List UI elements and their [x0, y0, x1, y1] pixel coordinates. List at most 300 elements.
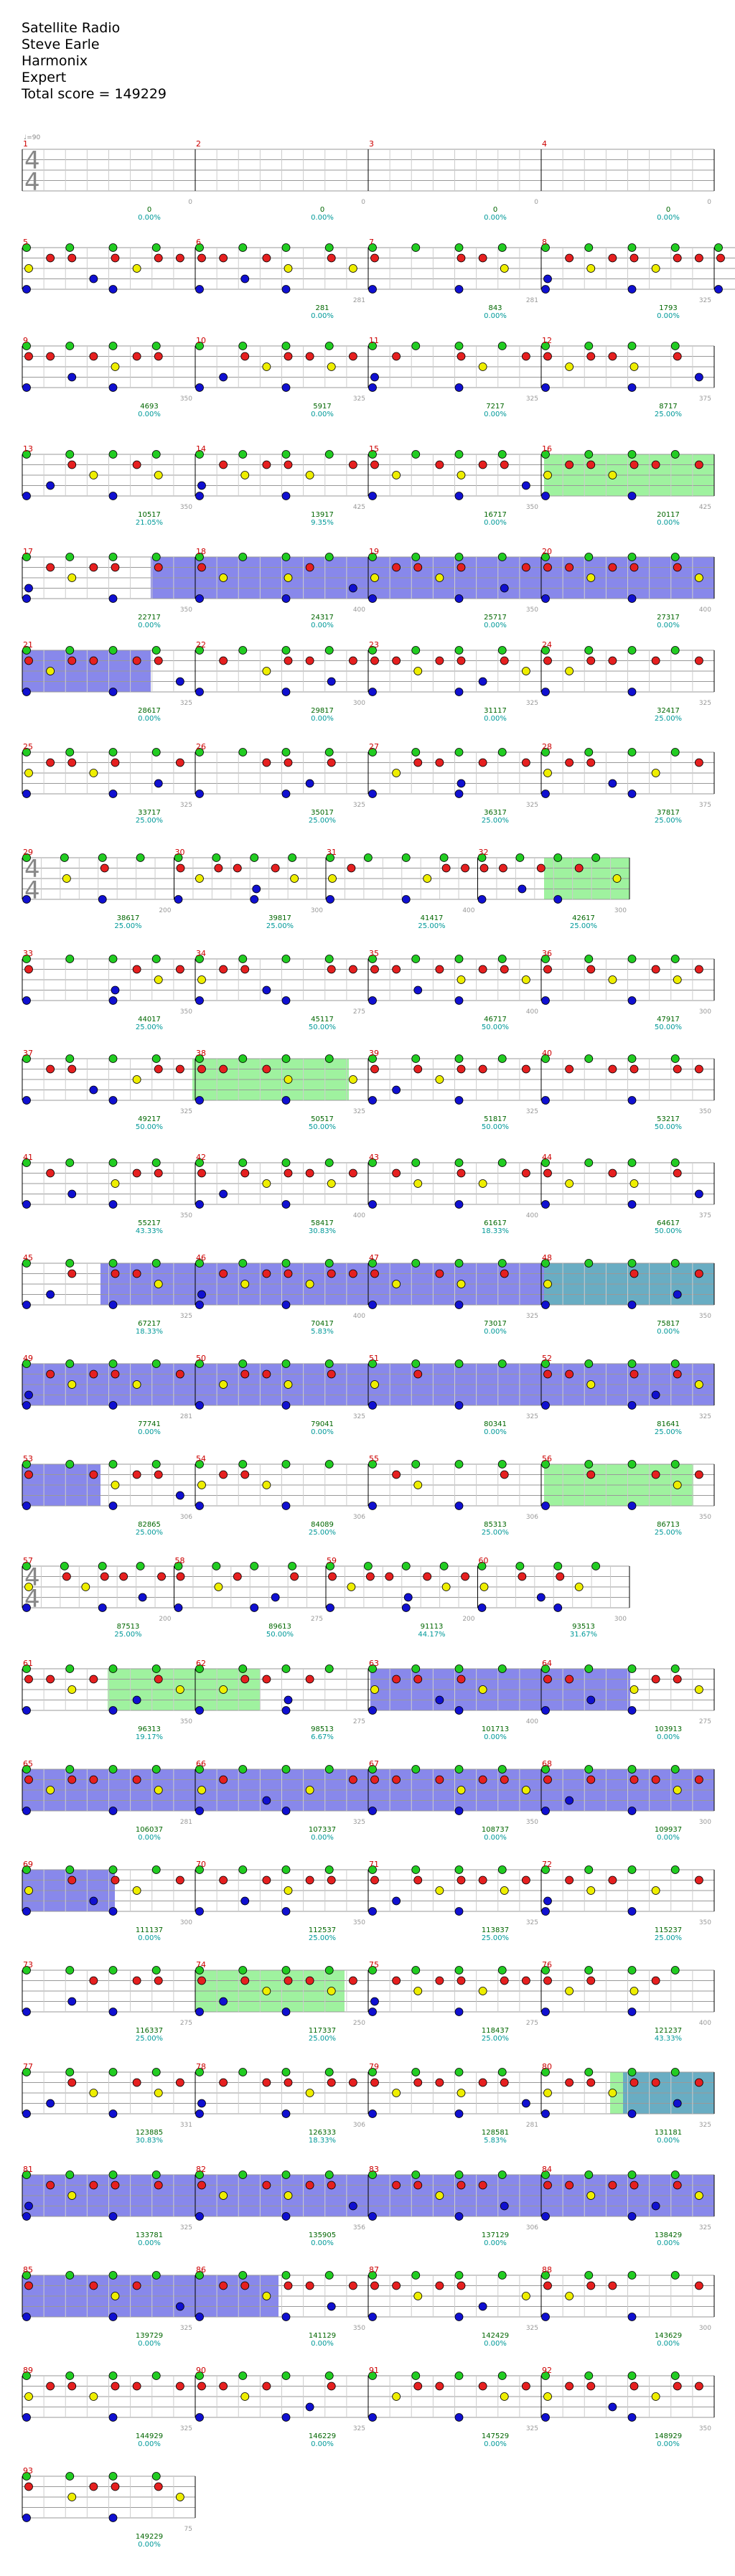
- cumulative-score: 101713: [481, 1725, 510, 1733]
- drum-note: [457, 254, 465, 262]
- kick-note: [282, 492, 290, 500]
- drum-note: [630, 1686, 638, 1694]
- drum-note: [176, 1491, 184, 1499]
- green-cymbal-note: [585, 1461, 593, 1469]
- drum-note: [457, 2282, 465, 2290]
- cumulative-score: 58417: [311, 1219, 334, 1227]
- green-cymbal-note: [152, 1260, 160, 1268]
- drum-note: [371, 1065, 379, 1073]
- drum-note: [479, 363, 487, 371]
- measure-beat-count: 350: [179, 606, 192, 614]
- overdrive-percent: 43.33%: [654, 2035, 683, 2043]
- measure-beat-count: 350: [179, 1008, 192, 1016]
- drum-note: [25, 584, 33, 592]
- overdrive-percent: 43.33%: [135, 1227, 164, 1235]
- drum-note: [717, 254, 725, 262]
- green-cymbal-note: [282, 1866, 290, 1874]
- staff-row: [22, 2473, 195, 2522]
- green-cymbal-note: [239, 1866, 247, 1874]
- measure-number: 61: [23, 1659, 33, 1668]
- green-cymbal-note: [585, 749, 593, 757]
- drum-note: [673, 1291, 681, 1298]
- green-cymbal-note: [455, 1665, 463, 1673]
- green-cymbal-note: [585, 1360, 593, 1368]
- green-cymbal-note: [671, 553, 679, 561]
- drum-note: [25, 1471, 33, 1479]
- drum-note: [479, 1180, 487, 1188]
- overdrive-percent: 0.00%: [484, 622, 507, 629]
- drum-note: [566, 363, 574, 371]
- overdrive-percent: 25.00%: [654, 715, 683, 723]
- green-cymbal-note: [109, 244, 117, 252]
- kick-note: [369, 1402, 377, 1410]
- drum-note: [154, 657, 162, 665]
- drum-note: [47, 1169, 55, 1177]
- measure-number: 28: [542, 742, 552, 751]
- drum-note: [371, 461, 379, 469]
- drum-note: [587, 461, 595, 469]
- green-cymbal-note: [412, 451, 420, 459]
- green-cymbal-note: [66, 244, 74, 252]
- overdrive-percent: 0.00%: [484, 411, 507, 418]
- green-cymbal-note: [109, 2473, 117, 2481]
- cumulative-score: 1793: [659, 304, 678, 312]
- green-cymbal-note: [671, 2272, 679, 2280]
- drum-note: [241, 275, 249, 283]
- measure-beat-count: 350: [698, 2425, 711, 2432]
- green-cymbal-note: [152, 2473, 160, 2481]
- kick-note: [109, 790, 117, 798]
- green-cymbal-note: [282, 1159, 290, 1167]
- drum-note: [630, 563, 638, 571]
- green-cymbal-note: [585, 1665, 593, 1673]
- drum-note: [630, 2382, 638, 2390]
- green-cymbal-note: [239, 2372, 247, 2380]
- overdrive-percent: 25.00%: [266, 922, 294, 930]
- drum-note: [457, 1169, 465, 1177]
- overdrive-percent: 25.00%: [308, 1934, 337, 1942]
- overdrive-percent: 25.00%: [654, 1428, 683, 1436]
- drum-note: [673, 976, 681, 984]
- drum-note: [544, 2089, 552, 2097]
- green-cymbal-note: [412, 1866, 420, 1874]
- drum-note: [176, 254, 184, 262]
- measure-number: 56: [542, 1454, 552, 1463]
- drum-note: [544, 1897, 552, 1905]
- drum-note: [133, 1696, 141, 1704]
- green-cymbal-note: [109, 1461, 117, 1469]
- drum-note: [47, 759, 55, 767]
- measure-number: 47: [369, 1253, 379, 1263]
- kick-note: [455, 2414, 463, 2422]
- green-cymbal-note: [239, 451, 247, 459]
- green-cymbal-note: [325, 2272, 333, 2280]
- drum-note: [479, 2181, 487, 2189]
- drum-note: [695, 574, 703, 582]
- drum-note: [393, 472, 401, 479]
- overdrive-percent: 0.00%: [138, 715, 161, 723]
- green-cymbal-note: [592, 854, 600, 862]
- drum-note: [393, 1776, 401, 1784]
- drum-note: [522, 1786, 530, 1794]
- drum-note: [111, 2292, 119, 2300]
- green-cymbal-note: [498, 553, 506, 561]
- measure-number: 57: [23, 1556, 33, 1565]
- kick-note: [628, 1807, 636, 1815]
- measure-number: 26: [196, 742, 206, 751]
- measure-number: 45: [23, 1253, 33, 1263]
- drum-note: [68, 657, 76, 665]
- measure-number: 25: [23, 742, 33, 751]
- drum-note: [263, 254, 271, 262]
- kick-note: [109, 595, 117, 603]
- cumulative-score: 42617: [572, 914, 595, 922]
- cumulative-score: 47917: [657, 1016, 680, 1024]
- measure-number: 48: [542, 1253, 552, 1263]
- green-cymbal-note: [412, 342, 420, 350]
- drum-note: [479, 1686, 487, 1694]
- kick-note: [109, 1707, 117, 1715]
- drum-note: [544, 769, 552, 777]
- green-cymbal-note: [455, 553, 463, 561]
- green-cymbal-note: [239, 1766, 247, 1774]
- drum-note: [220, 373, 228, 381]
- cumulative-score: 79041: [311, 1420, 334, 1428]
- overdrive-percent: 0.00%: [311, 214, 334, 222]
- drum-note: [47, 1291, 55, 1298]
- measure-beat-count: 325: [525, 802, 538, 809]
- green-cymbal-note: [109, 749, 117, 757]
- drum-note: [306, 352, 314, 360]
- measure-beat-count: 325: [698, 297, 711, 304]
- drum-note: [366, 1573, 374, 1580]
- drum-note: [371, 254, 379, 262]
- kick-note: [715, 286, 723, 294]
- drum-note: [544, 472, 552, 479]
- kick-note: [542, 1807, 550, 1815]
- cumulative-score: 45117: [311, 1016, 334, 1024]
- overdrive-percent: 25.00%: [114, 1631, 142, 1639]
- green-cymbal-note: [412, 1055, 420, 1063]
- kick-note: [369, 384, 377, 392]
- drum-note: [284, 1696, 292, 1704]
- green-cymbal-note: [289, 1563, 296, 1570]
- green-cymbal-note: [440, 1563, 448, 1570]
- kick-note: [251, 1604, 258, 1612]
- green-cymbal-note: [498, 451, 506, 459]
- measure-beat-count: 281: [525, 2122, 538, 2129]
- kick-note: [196, 1908, 204, 1916]
- kick-note: [109, 1807, 117, 1815]
- drum-note: [695, 1065, 703, 1073]
- overdrive-percent: 25.00%: [114, 922, 142, 930]
- measure-number: 78: [196, 2062, 206, 2071]
- drum-note: [522, 563, 530, 571]
- drum-note: [271, 1593, 279, 1601]
- drum-note: [609, 976, 617, 984]
- measure-beat-count: 275: [179, 2020, 192, 2027]
- drum-note: [220, 965, 228, 973]
- staff-row: [22, 2272, 714, 2321]
- green-cymbal-note: [412, 1461, 420, 1469]
- measure-number: 71: [369, 1860, 379, 1869]
- staff-row: [22, 1866, 714, 1916]
- green-cymbal-note: [325, 1159, 333, 1167]
- kick-note: [455, 286, 463, 294]
- green-cymbal-note: [282, 647, 290, 655]
- green-cymbal-note: [498, 2069, 506, 2076]
- green-cymbal-note: [671, 647, 679, 655]
- green-cymbal-note: [671, 2171, 679, 2179]
- difficulty-label: Expert: [22, 70, 67, 85]
- drum-note: [198, 1065, 206, 1073]
- measure-number: 34: [196, 949, 206, 958]
- kick-note: [23, 492, 31, 500]
- kick-note: [109, 2213, 117, 2221]
- drum-note: [195, 875, 203, 883]
- drum-note: [284, 265, 292, 273]
- measure-number: 43: [369, 1153, 379, 1162]
- drum-note: [327, 254, 335, 262]
- kick-note: [196, 997, 204, 1005]
- drum-note: [544, 1370, 552, 1378]
- kick-note: [628, 1908, 636, 1916]
- drum-note: [587, 1776, 595, 1784]
- measure-beat-count: 325: [179, 2325, 192, 2332]
- measure-number: 70: [196, 1860, 206, 1869]
- drum-note: [198, 2181, 206, 2189]
- drum-note: [327, 2303, 335, 2310]
- drum-note: [479, 965, 487, 973]
- green-cymbal-note: [239, 1260, 247, 1268]
- measure-beat-count: 200: [462, 1616, 475, 1623]
- cumulative-score: 39817: [268, 914, 291, 922]
- kick-note: [402, 1604, 410, 1612]
- drum-note: [306, 1675, 314, 1683]
- drum-note: [90, 352, 98, 360]
- kick-note: [542, 2213, 550, 2221]
- green-cymbal-note: [455, 1461, 463, 1469]
- drum-note: [349, 657, 357, 665]
- overdrive-percent: 50.00%: [308, 1123, 337, 1131]
- kick-note: [455, 595, 463, 603]
- green-cymbal-note: [364, 854, 372, 862]
- cumulative-score: 135905: [308, 2231, 337, 2239]
- green-cymbal-note: [239, 955, 247, 963]
- drum-note: [695, 1686, 703, 1694]
- green-cymbal-note: [671, 1055, 679, 1063]
- overdrive-percent: 25.00%: [308, 2035, 337, 2043]
- drum-note: [393, 1086, 401, 1094]
- drum-note: [284, 759, 292, 767]
- drum-note: [68, 1876, 76, 1884]
- measure-number: 86: [196, 2265, 206, 2275]
- green-cymbal-note: [412, 2272, 420, 2280]
- drum-note: [479, 1876, 487, 1884]
- kick-note: [455, 2008, 463, 2016]
- green-cymbal-note: [239, 553, 247, 561]
- cumulative-score: 149229: [135, 2533, 164, 2541]
- overdrive-percent: 0.00%: [138, 1428, 161, 1436]
- drum-note: [457, 1280, 465, 1288]
- green-cymbal-note: [325, 1967, 333, 1975]
- drum-note: [327, 2181, 335, 2189]
- overdrive-percent: 0.00%: [311, 411, 334, 418]
- time-signature-top: 4: [24, 855, 40, 884]
- drum-note: [544, 563, 552, 571]
- kick-note: [542, 2414, 550, 2422]
- drum-note: [306, 1876, 314, 1884]
- measure-number: 16: [542, 444, 552, 454]
- green-cymbal-note: [516, 1563, 524, 1570]
- drum-note: [479, 759, 487, 767]
- green-cymbal-note: [402, 854, 410, 862]
- green-cymbal-note: [498, 1967, 506, 1975]
- overdrive-percent: 25.00%: [654, 411, 683, 418]
- kick-note: [282, 1908, 290, 1916]
- cumulative-score: 38617: [116, 914, 140, 922]
- green-cymbal-note: [498, 955, 506, 963]
- overdrive-percent: 25.00%: [135, 1529, 164, 1537]
- drum-note: [154, 352, 162, 360]
- drum-note: [284, 2192, 292, 2200]
- green-cymbal-note: [412, 1766, 420, 1774]
- measure-number: 92: [542, 2366, 552, 2375]
- drum-note: [393, 1280, 401, 1288]
- kick-note: [628, 2110, 636, 2118]
- green-cymbal-note: [585, 2069, 593, 2076]
- drum-note: [198, 976, 206, 984]
- cumulative-score: 109937: [654, 1826, 683, 1834]
- cumulative-score: 41417: [420, 914, 444, 922]
- kick-note: [282, 1301, 290, 1309]
- overdrive-percent: 0.00%: [657, 214, 680, 222]
- kick-note: [455, 1301, 463, 1309]
- cumulative-score: 93513: [572, 1623, 595, 1631]
- measure-number: 4: [542, 139, 547, 149]
- cumulative-score: 50517: [311, 1115, 334, 1123]
- kick-note: [628, 1402, 636, 1410]
- measure-number: 67: [369, 1759, 379, 1769]
- drum-note: [62, 875, 70, 883]
- kick-note: [628, 1502, 636, 1510]
- cumulative-score: 133781: [135, 2231, 164, 2239]
- kick-note: [109, 384, 117, 392]
- measure-beat-count: 75: [184, 2526, 192, 2533]
- drum-note: [587, 574, 595, 582]
- drum-note: [652, 1471, 660, 1479]
- drum-note: [62, 1573, 70, 1580]
- measure-beat-count: 400: [352, 1313, 365, 1320]
- green-cymbal-note: [66, 1967, 74, 1975]
- cumulative-score: 24317: [311, 614, 334, 622]
- green-cymbal-note: [671, 1159, 679, 1167]
- overdrive-percent: 0.00%: [311, 715, 334, 723]
- green-cymbal-note: [412, 2069, 420, 2076]
- drum-note: [371, 1997, 379, 2005]
- drum-note: [68, 2192, 76, 2200]
- kick-note: [542, 595, 550, 603]
- drum-note: [673, 1370, 681, 1378]
- drum-note: [695, 2192, 703, 2200]
- measure-beat-count: 0: [361, 199, 365, 206]
- drum-note: [609, 2089, 617, 2097]
- cumulative-score: 7217: [486, 403, 505, 411]
- measure-number: 39: [369, 1049, 379, 1058]
- green-cymbal-note: [66, 1260, 74, 1268]
- drum-note: [566, 2079, 574, 2086]
- drum-note: [457, 779, 465, 787]
- cumulative-score: 143629: [654, 2332, 683, 2340]
- cumulative-score: 137129: [481, 2231, 510, 2239]
- measure-number: 3: [369, 139, 374, 149]
- measure-beat-count: 0: [534, 199, 538, 206]
- drum-note: [263, 1987, 271, 1995]
- kick-note: [196, 1097, 204, 1105]
- overdrive-percent: 0.00%: [484, 519, 507, 527]
- measure-number: 82: [196, 2165, 206, 2174]
- cumulative-score: 89613: [268, 1623, 291, 1631]
- overdrive-percent: 0.00%: [138, 2541, 161, 2549]
- cumulative-score: 53217: [657, 1115, 680, 1123]
- drum-note: [673, 1065, 681, 1073]
- drum-note: [609, 657, 617, 665]
- kick-note: [196, 790, 204, 798]
- green-cymbal-note: [289, 854, 296, 862]
- overdrive-percent: 0.00%: [484, 1328, 507, 1336]
- measure-number: 90: [196, 2366, 206, 2375]
- drum-note: [111, 1180, 119, 1188]
- measure-number: 63: [369, 1659, 379, 1668]
- green-cymbal-note: [66, 1159, 74, 1167]
- green-cymbal-note: [628, 647, 636, 655]
- green-cymbal-note: [498, 1766, 506, 1774]
- cumulative-score: 70417: [311, 1320, 334, 1328]
- drum-note: [652, 2202, 660, 2210]
- green-cymbal-note: [325, 955, 333, 963]
- green-cymbal-note: [152, 342, 160, 350]
- kick-note: [109, 286, 117, 294]
- kick-note: [542, 1502, 550, 1510]
- green-cymbal-note: [282, 1766, 290, 1774]
- cumulative-score: 128581: [481, 2129, 510, 2137]
- drum-note: [68, 759, 76, 767]
- green-cymbal-note: [66, 451, 74, 459]
- drum-note: [544, 1776, 552, 1784]
- drum-note: [90, 1471, 98, 1479]
- drum-note: [695, 1471, 703, 1479]
- drum-note: [241, 352, 249, 360]
- measure-beat-count: 325: [179, 1108, 192, 1115]
- green-cymbal-note: [585, 2372, 593, 2380]
- cumulative-score: 36317: [484, 809, 507, 817]
- green-cymbal-note: [282, 1055, 290, 1063]
- kick-note: [628, 492, 636, 500]
- measure-number: 74: [196, 1960, 206, 1970]
- kick-note: [542, 1301, 550, 1309]
- kick-note: [455, 2110, 463, 2118]
- staff-row: [22, 1260, 714, 1309]
- drum-note: [609, 1876, 617, 1884]
- overdrive-percent: 0.00%: [311, 622, 334, 629]
- green-cymbal-note: [109, 2372, 117, 2380]
- green-cymbal-note: [282, 1967, 290, 1975]
- kick-note: [23, 286, 31, 294]
- drum-note: [500, 1270, 508, 1278]
- kick-note: [282, 2008, 290, 2016]
- drum-note: [284, 1887, 292, 1895]
- drum-note: [284, 1977, 292, 1985]
